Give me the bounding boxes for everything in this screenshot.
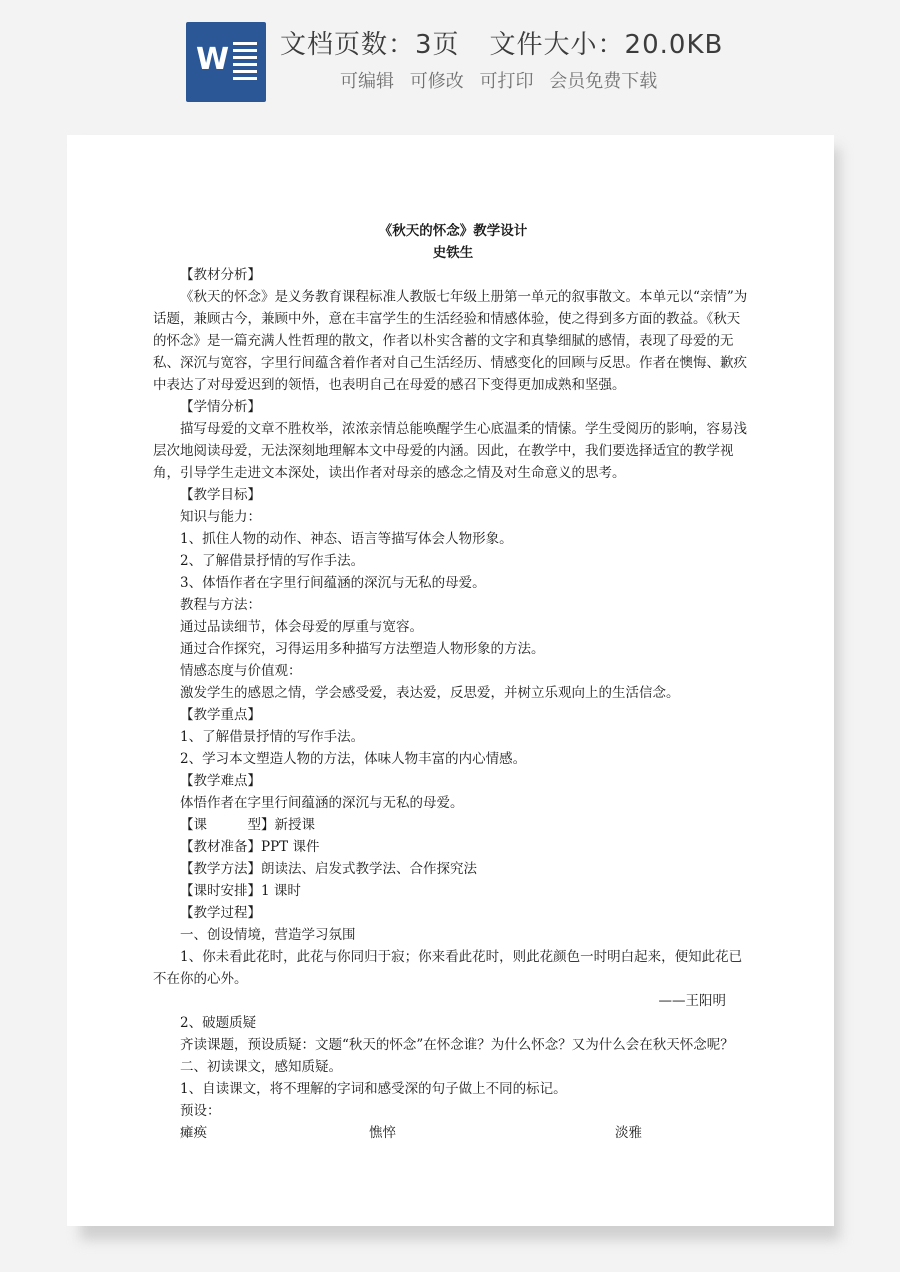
preset-label: 预设： bbox=[180, 1103, 221, 1119]
file-size: 文件大小：20.0KB bbox=[489, 30, 724, 60]
section-heading: 【教学过程】 bbox=[180, 905, 261, 921]
page-count: 文档页数：3页 bbox=[280, 30, 460, 60]
list-item: 1、了解借景抒情的写作手法。 bbox=[180, 729, 365, 745]
header-banner bbox=[0, 0, 900, 120]
quote-attribution: ——王阳明 bbox=[658, 993, 726, 1009]
feature-editable: 可编辑 bbox=[340, 71, 394, 92]
list-item: 2、了解借景抒情的写作手法。 bbox=[180, 553, 365, 569]
word-icon-lines bbox=[233, 42, 257, 84]
list-item: 1、自读课文，将不理解的字词和感受深的句子做上不同的标记。 bbox=[180, 1081, 567, 1097]
subheading: 二、初读课文，感知质疑。 bbox=[180, 1059, 342, 1075]
schedule: 【课时安排】1 课时 bbox=[180, 883, 301, 899]
paragraph: 激发学生的感恩之情，学会感受爱，表达爱，反思爱，并树立乐观向上的生活信念。 bbox=[180, 685, 680, 701]
word-icon-letter: W bbox=[196, 42, 229, 77]
vocab-word: 憔悴 bbox=[369, 1125, 396, 1141]
methods: 【教学方法】朗读法、启发式教学法、合作探究法 bbox=[180, 861, 477, 877]
document-info bbox=[280, 24, 723, 61]
document-title: 《秋天的怀念》教学设计 bbox=[378, 223, 528, 239]
document-page bbox=[67, 135, 834, 1226]
feature-list bbox=[340, 67, 667, 93]
section-heading: 【教学目标】 bbox=[180, 487, 261, 503]
document-author: 史铁生 bbox=[432, 245, 474, 261]
subheading: 一、创设情境，营造学习氛围 bbox=[180, 927, 356, 943]
paragraph: 描写母爱的文章不胜枚举，浓浓亲情总能唤醒学生心底温柔的情愫。学生受阅历的影响，容易浅层次地阅读母爱，无法深刻地理解本文中母爱的内涵。因此，在教学中，我们要选择适宜的教学视角，引导学生走进文本深处，读出作者对母亲的感念之情及对生命意义的思考。 bbox=[153, 421, 747, 481]
word-document-icon bbox=[186, 22, 266, 102]
subheading: 情感态度与价值观： bbox=[180, 663, 302, 679]
document-body bbox=[153, 220, 753, 1144]
section-heading: 【教学重点】 bbox=[180, 707, 261, 723]
section-heading: 【教学难点】 bbox=[180, 773, 261, 789]
paragraph: 《秋天的怀念》是义务教育课程标准人教版七年级上册第一单元的叙事散文。本单元以“亲情”为话题，兼顾古今，兼顾中外，意在丰富学生的生活经验和情感体验，使之得到多方面的教益。《秋天的怀念》是一篇充满人性哲理的散文，作者以朴实含蓄的文字和真挚细腻的感情，表现了母爱的无私、深沉与宽容，字里行间蕴含着作者对自己生活经历、情感变化的回顾与反思。作者在懊悔、歉疚中表达了对母爱迟到的领悟，也表明自己在母爱的感召下变得更加成熟和坚强。 bbox=[153, 289, 748, 393]
quote: 1、你未看此花时，此花与你同归于寂；你来看此花时，则此花颜色一时明白起来，便知此花已不在你的心外。 bbox=[153, 949, 743, 987]
paragraph: 通过品读细节，体会母爱的厚重与宽容。 bbox=[180, 619, 423, 635]
vocab-word: 淡雅 bbox=[615, 1125, 642, 1141]
paragraph: 通过合作探究，习得运用多种描写方法塑造人物形象的方法。 bbox=[180, 641, 545, 657]
paragraph: 齐读课题，预设质疑：文题“秋天的怀念”在怀念谁？为什么怀念？又为什么会在秋天怀念呢？ bbox=[180, 1037, 734, 1053]
feature-modifiable: 可修改 bbox=[409, 71, 464, 92]
section-heading: 【教材分析】 bbox=[180, 267, 261, 283]
subheading: 知识与能力： bbox=[180, 509, 261, 525]
list-item: 3、体悟作者在字里行间蕴涵的深沉与无私的母爱。 bbox=[180, 575, 486, 591]
lesson-type: 【课 型】新授课 bbox=[180, 817, 315, 833]
subheading: 2、破题质疑 bbox=[180, 1015, 257, 1031]
feature-member-download: 会员免费下载 bbox=[549, 71, 658, 92]
section-heading: 【学情分析】 bbox=[180, 399, 261, 415]
list-item: 2、学习本文塑造人物的方法，体味人物丰富的内心情感。 bbox=[180, 751, 527, 767]
paragraph: 体悟作者在字里行间蕴涵的深沉与无私的母爱。 bbox=[180, 795, 464, 811]
vocab-word: 瘫痪 bbox=[180, 1125, 207, 1141]
vocab-row bbox=[153, 1122, 753, 1144]
list-item: 1、抓住人物的动作、神态、语言等描写体会人物形象。 bbox=[180, 531, 513, 547]
materials: 【教材准备】PPT 课件 bbox=[180, 839, 320, 855]
subheading: 教程与方法： bbox=[180, 597, 261, 613]
feature-printable: 可打印 bbox=[479, 71, 534, 92]
